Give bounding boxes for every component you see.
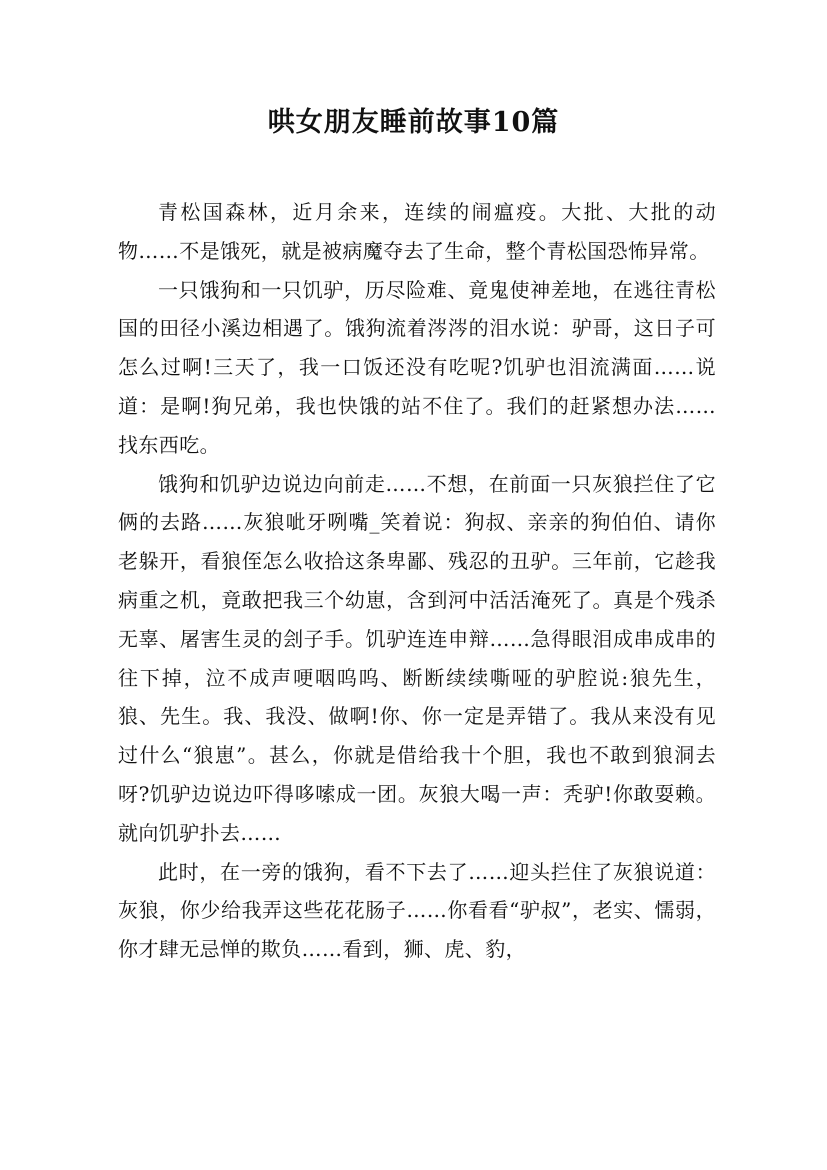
paragraph: 此时，在一旁的饿狗，看不下去了……迎头拦住了灰狼说道：灰狼，你少给我弄这些花花肠子……你看看“驴叔”，老实、懦弱，你才肆无忌惮的欺负……看到，狮、虎、豹， xyxy=(118,859,716,962)
paragraph: 青松国森林，近月余来，连续的闹瘟疫。大批、大批的动物……不是饿死，就是被病魔夺去了生命，整个青松国恐怖异常。 xyxy=(118,200,716,263)
paragraph: 饿狗和饥驴边说边向前走……不想，在前面一只灰狼拦住了它俩的去路……灰狼呲牙咧嘴_笑着说：狗叔、亲亲的狗伯伯、请你老躲开，看狼侄怎么收拾这条卑鄙、残忍的丑驴。三年前，它趁我病重之机，竟敢把我三个幼崽，含到河中活活淹死了。真是个残杀无辜、屠害生灵的刽子手。饥驴连连申辩……急得眼泪成串成串的往下掉，泣不成声哽咽呜呜、断断续续嘶哑的驴腔说:狼先生，狼、先生。我、我没、做啊!你、你一定是弄错了。我从来没有见过什么“狼崽”。甚么，你就是借给我十个胆，我也不敢到狼洞去呀?饥驴边说边吓得哆嗦成一团。灰狼大喝一声：秃驴!你敢耍赖。就向饥驴扑去…… xyxy=(118,471,716,845)
document-title: 哄女朋友睡前故事10篇 xyxy=(267,107,560,138)
document-body xyxy=(118,193,716,969)
paragraph: 一只饿狗和一只饥驴，历尽险难、竟鬼使神差地，在逃往青松国的田径小溪边相遇了。饿狗流着涔涔的泪水说：驴哥，这日子可怎么过啊!三天了，我一口饭还没有吃呢?饥驴也泪流满面……说道：是啊!狗兄弟，我也快饿的站不住了。我们的赶紧想办法……找东西吃。 xyxy=(118,277,716,457)
